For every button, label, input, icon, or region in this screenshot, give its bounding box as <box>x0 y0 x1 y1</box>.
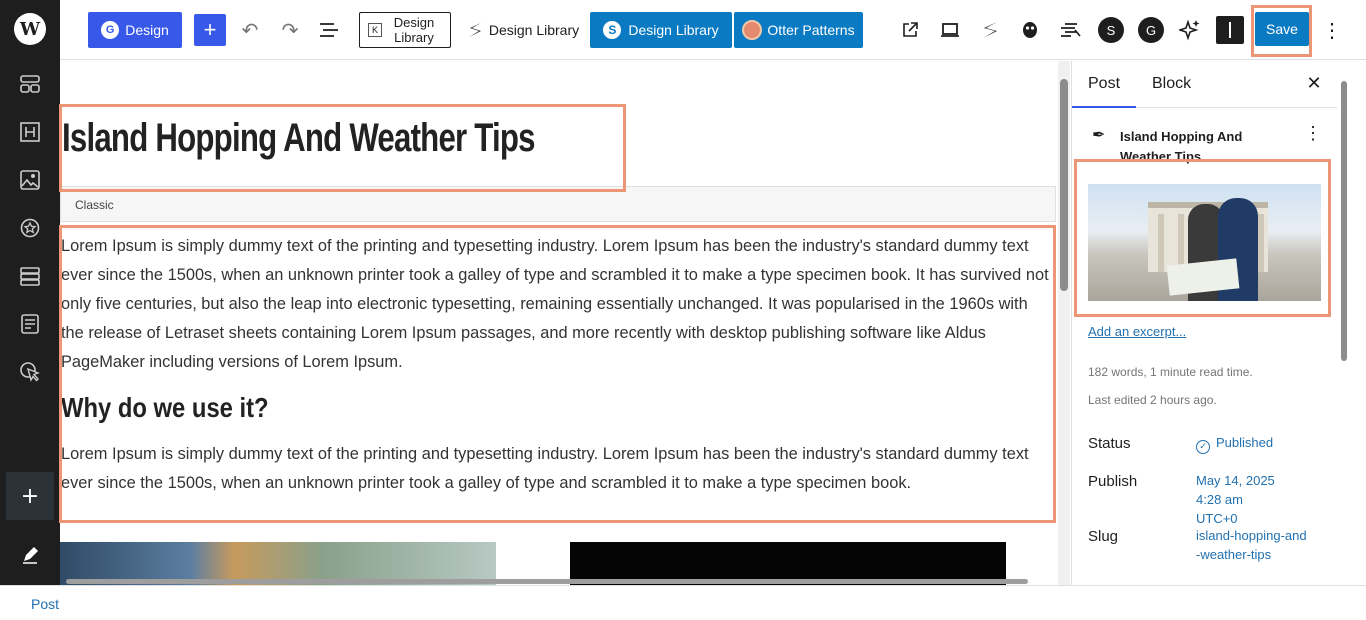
editor-scrollbar[interactable] <box>1058 61 1070 585</box>
publish-label: Publish <box>1088 473 1138 490</box>
status-value-text: Published <box>1216 435 1274 450</box>
sidebar-toggle-icon[interactable] <box>1216 16 1244 44</box>
otter-patterns-label: Otter Patterns <box>767 22 855 38</box>
stackable-logo-icon <box>467 22 483 38</box>
paragraph-1[interactable]: Lorem Ipsum is simply dummy text of the printing and typesetting industry. Lorem Ipsum has been the industry's standard dummy text ever since the 1500s, when an unknown printer took a galley of type and scrambled it to make a type specimen book. It has survived not only five centuries, but also the leap into electronic typesetting, remaining essentially unchanged. It was popularised in the 1960s with the release of Letraset sheets containing Lorem Ipsum passages, and more recently with desktop publishing software like Aldus PageMaker including versions of Lorem Ipsum. <box>61 237 1049 371</box>
editor-footer <box>0 585 1366 620</box>
stackable-icon[interactable] <box>976 12 1004 48</box>
check-circle-icon: ✓ <box>1196 440 1210 454</box>
slug-label: Slug <box>1088 528 1119 545</box>
design-library-box-button[interactable] <box>359 12 451 48</box>
design-logo-icon: G <box>101 21 119 39</box>
add-block-button[interactable]: + <box>194 14 226 46</box>
tab-post[interactable]: Post <box>1072 61 1136 108</box>
slug-value[interactable]: island-hopping-and-weather-tips <box>1196 528 1307 562</box>
editor-horizontal-scrollbar[interactable] <box>66 579 1028 584</box>
post-actions-kebab-icon[interactable]: ⋮ <box>1304 123 1322 143</box>
undo-icon[interactable]: ↶ <box>241 19 259 42</box>
design-library-box-icon: K <box>368 23 382 37</box>
image-icon[interactable] <box>18 168 42 192</box>
gutenverse-icon[interactable]: G <box>1138 17 1164 43</box>
external-link-icon[interactable] <box>896 12 924 48</box>
document-icon[interactable] <box>18 312 42 336</box>
plus-icon[interactable]: + <box>6 472 54 520</box>
editor-canvas[interactable] <box>60 61 1057 585</box>
publish-value[interactable]: May 14, 2025 4:28 am UTC+0 <box>1196 473 1275 526</box>
close-icon[interactable]: ✕ <box>1306 72 1322 93</box>
design-library-blue-button[interactable] <box>590 12 732 48</box>
otter-icon[interactable] <box>1016 12 1044 48</box>
wordpress-logo[interactable]: W <box>14 13 46 45</box>
post-title[interactable]: Island Hopping And Weather Tips <box>62 116 535 160</box>
list-view-icon[interactable] <box>315 12 343 48</box>
spectra-icon[interactable]: S <box>1098 17 1124 43</box>
spectra-logo-icon: S <box>603 21 621 39</box>
status-value[interactable] <box>1196 433 1326 454</box>
otter-patterns-button[interactable] <box>734 12 863 48</box>
design-library-blue-label: Design Library <box>628 22 719 38</box>
editor-toolbar <box>60 0 1366 60</box>
editor-scrollbar-thumb[interactable] <box>1060 79 1068 291</box>
last-edited: Last edited 2 hours ago. <box>1088 393 1217 407</box>
paragraph-2[interactable]: Lorem Ipsum is simply dummy text of the printing and typesetting industry. Lorem Ipsum has been the industry's standard dummy text ever since the 1500s, when an unknown printer took a galley of type and scrambled it to make a type specimen book. <box>61 445 1029 492</box>
word-count: 182 words, 1 minute read time. <box>1088 365 1253 379</box>
sidebar-tabs <box>1072 61 1337 108</box>
otter-avatar-icon <box>742 20 762 40</box>
kebab-icon[interactable]: ⋮ <box>1322 19 1342 42</box>
post-summary-title: Island Hopping And Weather Tips <box>1120 129 1243 164</box>
design-button[interactable] <box>88 12 182 48</box>
breadcrumb-post[interactable]: Post <box>31 596 60 612</box>
add-excerpt-link[interactable]: Add an excerpt... <box>1088 324 1187 339</box>
laptop-icon[interactable] <box>936 12 964 48</box>
star-icon[interactable] <box>18 216 42 240</box>
cursor-icon[interactable] <box>18 360 42 384</box>
status-label: Status <box>1088 435 1131 452</box>
pencil-icon[interactable] <box>18 543 42 567</box>
redo-icon[interactable]: ↷ <box>281 19 299 42</box>
design-library-button-label: Design Library <box>488 22 580 38</box>
sidebar-scrollbar[interactable] <box>1341 81 1347 361</box>
layout-icon[interactable] <box>18 72 42 96</box>
classic-block-label: Classic <box>60 186 1056 222</box>
featured-image[interactable] <box>1088 184 1321 301</box>
settings-sidebar <box>1071 61 1366 585</box>
tab-block[interactable]: Block <box>1152 75 1192 92</box>
speed-icon[interactable] <box>1056 12 1084 48</box>
design-button-label: Design <box>125 22 169 38</box>
save-button[interactable]: Save <box>1255 12 1309 46</box>
sections-icon[interactable] <box>18 264 42 288</box>
ai-sparkle-icon[interactable] <box>1176 12 1204 48</box>
design-library-button[interactable] <box>464 12 582 48</box>
admin-sidebar <box>0 0 60 585</box>
feather-icon: ✒ <box>1092 127 1106 144</box>
design-library-box-label: Design Library <box>393 15 435 45</box>
heading-icon[interactable] <box>18 120 42 144</box>
heading-why[interactable]: Why do we use it? <box>61 392 269 423</box>
